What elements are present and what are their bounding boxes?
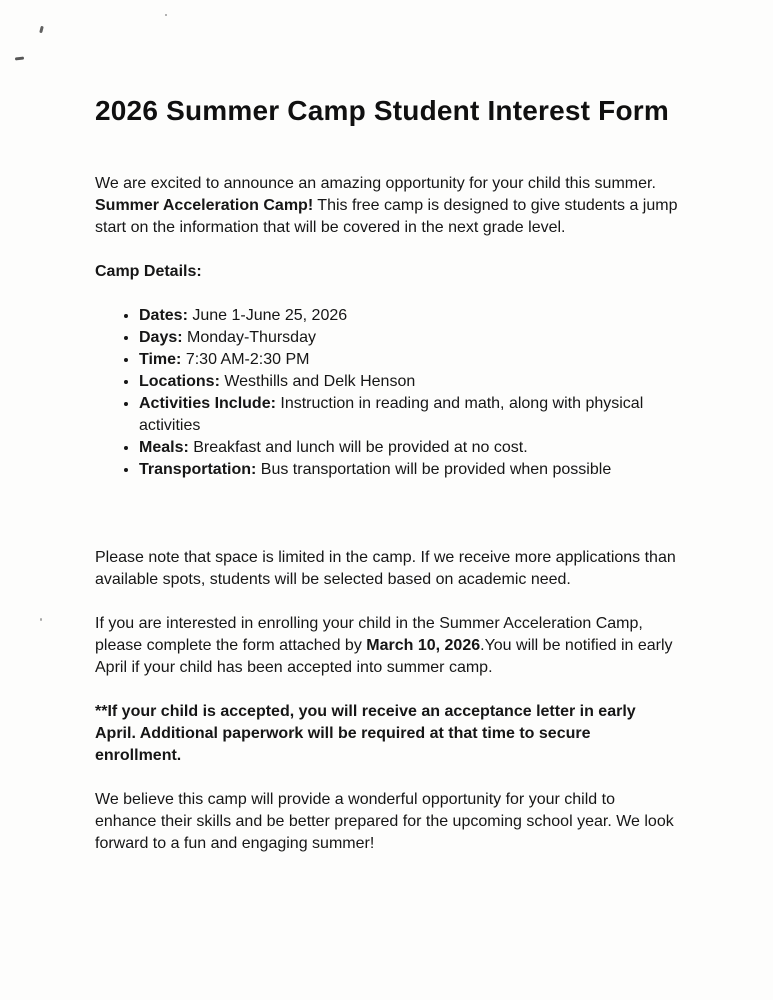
page-title: 2026 Summer Camp Student Interest Form [95,95,669,126]
acceptance-note-paragraph: **If your child is accepted, you will receive an acceptance letter in early April. Additional paperwork will be required at that time to secure enrollment. [95,703,636,764]
camp-details-heading: Camp Details: [95,263,202,280]
detail-item-dates [139,305,680,327]
detail-value: Westhills and Delk Henson [219,373,416,390]
space-limited-paragraph: Please note that space is limited in the camp. If we receive more applications than available spots, students will be selected based on academic need. [95,549,676,588]
detail-label: Time: [139,351,182,368]
detail-value: Monday-Thursday [182,329,316,346]
intro-text-lead: We are excited to announce an amazing opportunity for your child this summer. [95,175,656,192]
intro-paragraph [95,173,680,239]
detail-label: Locations: [139,373,220,390]
detail-item-transportation [139,459,680,481]
detail-label: Dates: [139,307,188,324]
enrollment-paragraph [95,613,680,679]
detail-item-time [139,349,680,371]
scan-artifact [40,618,42,621]
detail-value: Instruction in reading and math, along with physical activities [139,395,644,434]
detail-label: Transportation: [139,461,257,478]
enrollment-text-lead: If you are interested in enrolling your child in the Summer Acceleration Camp, please complete the form attached by [95,615,643,654]
scan-artifact [165,14,167,16]
detail-label: Days: [139,329,183,346]
detail-item-activities [139,393,680,437]
detail-item-meals [139,437,680,459]
detail-label: Meals: [139,439,189,456]
detail-item-days [139,327,680,349]
detail-value: June 1-June 25, 2026 [187,307,348,324]
intro-text-tail: This free camp is designed to give students a jump start on the information that will be covered in the next grade level. [95,197,678,236]
enrollment-text-tail: .You will be notified in early April if your child has been accepted into summer camp. [95,637,673,676]
detail-label: Activities Include: [139,395,276,412]
detail-value: Bus transportation will be provided when possible [256,461,612,478]
enrollment-deadline-bold: March 10, 2026 [366,637,481,654]
detail-value: Breakfast and lunch will be provided at no cost. [188,439,528,456]
closing-paragraph: We believe this camp will provide a wonderful opportunity for your child to enhance their skills and be better prepared for the upcoming school year. We look forward to a fun and engaging summer! [95,791,674,852]
detail-value: 7:30 AM-2:30 PM [181,351,310,368]
camp-details-list [95,305,680,481]
intro-camp-name-bold: Summer Acceleration Camp! [95,197,314,214]
detail-item-locations [139,371,680,393]
